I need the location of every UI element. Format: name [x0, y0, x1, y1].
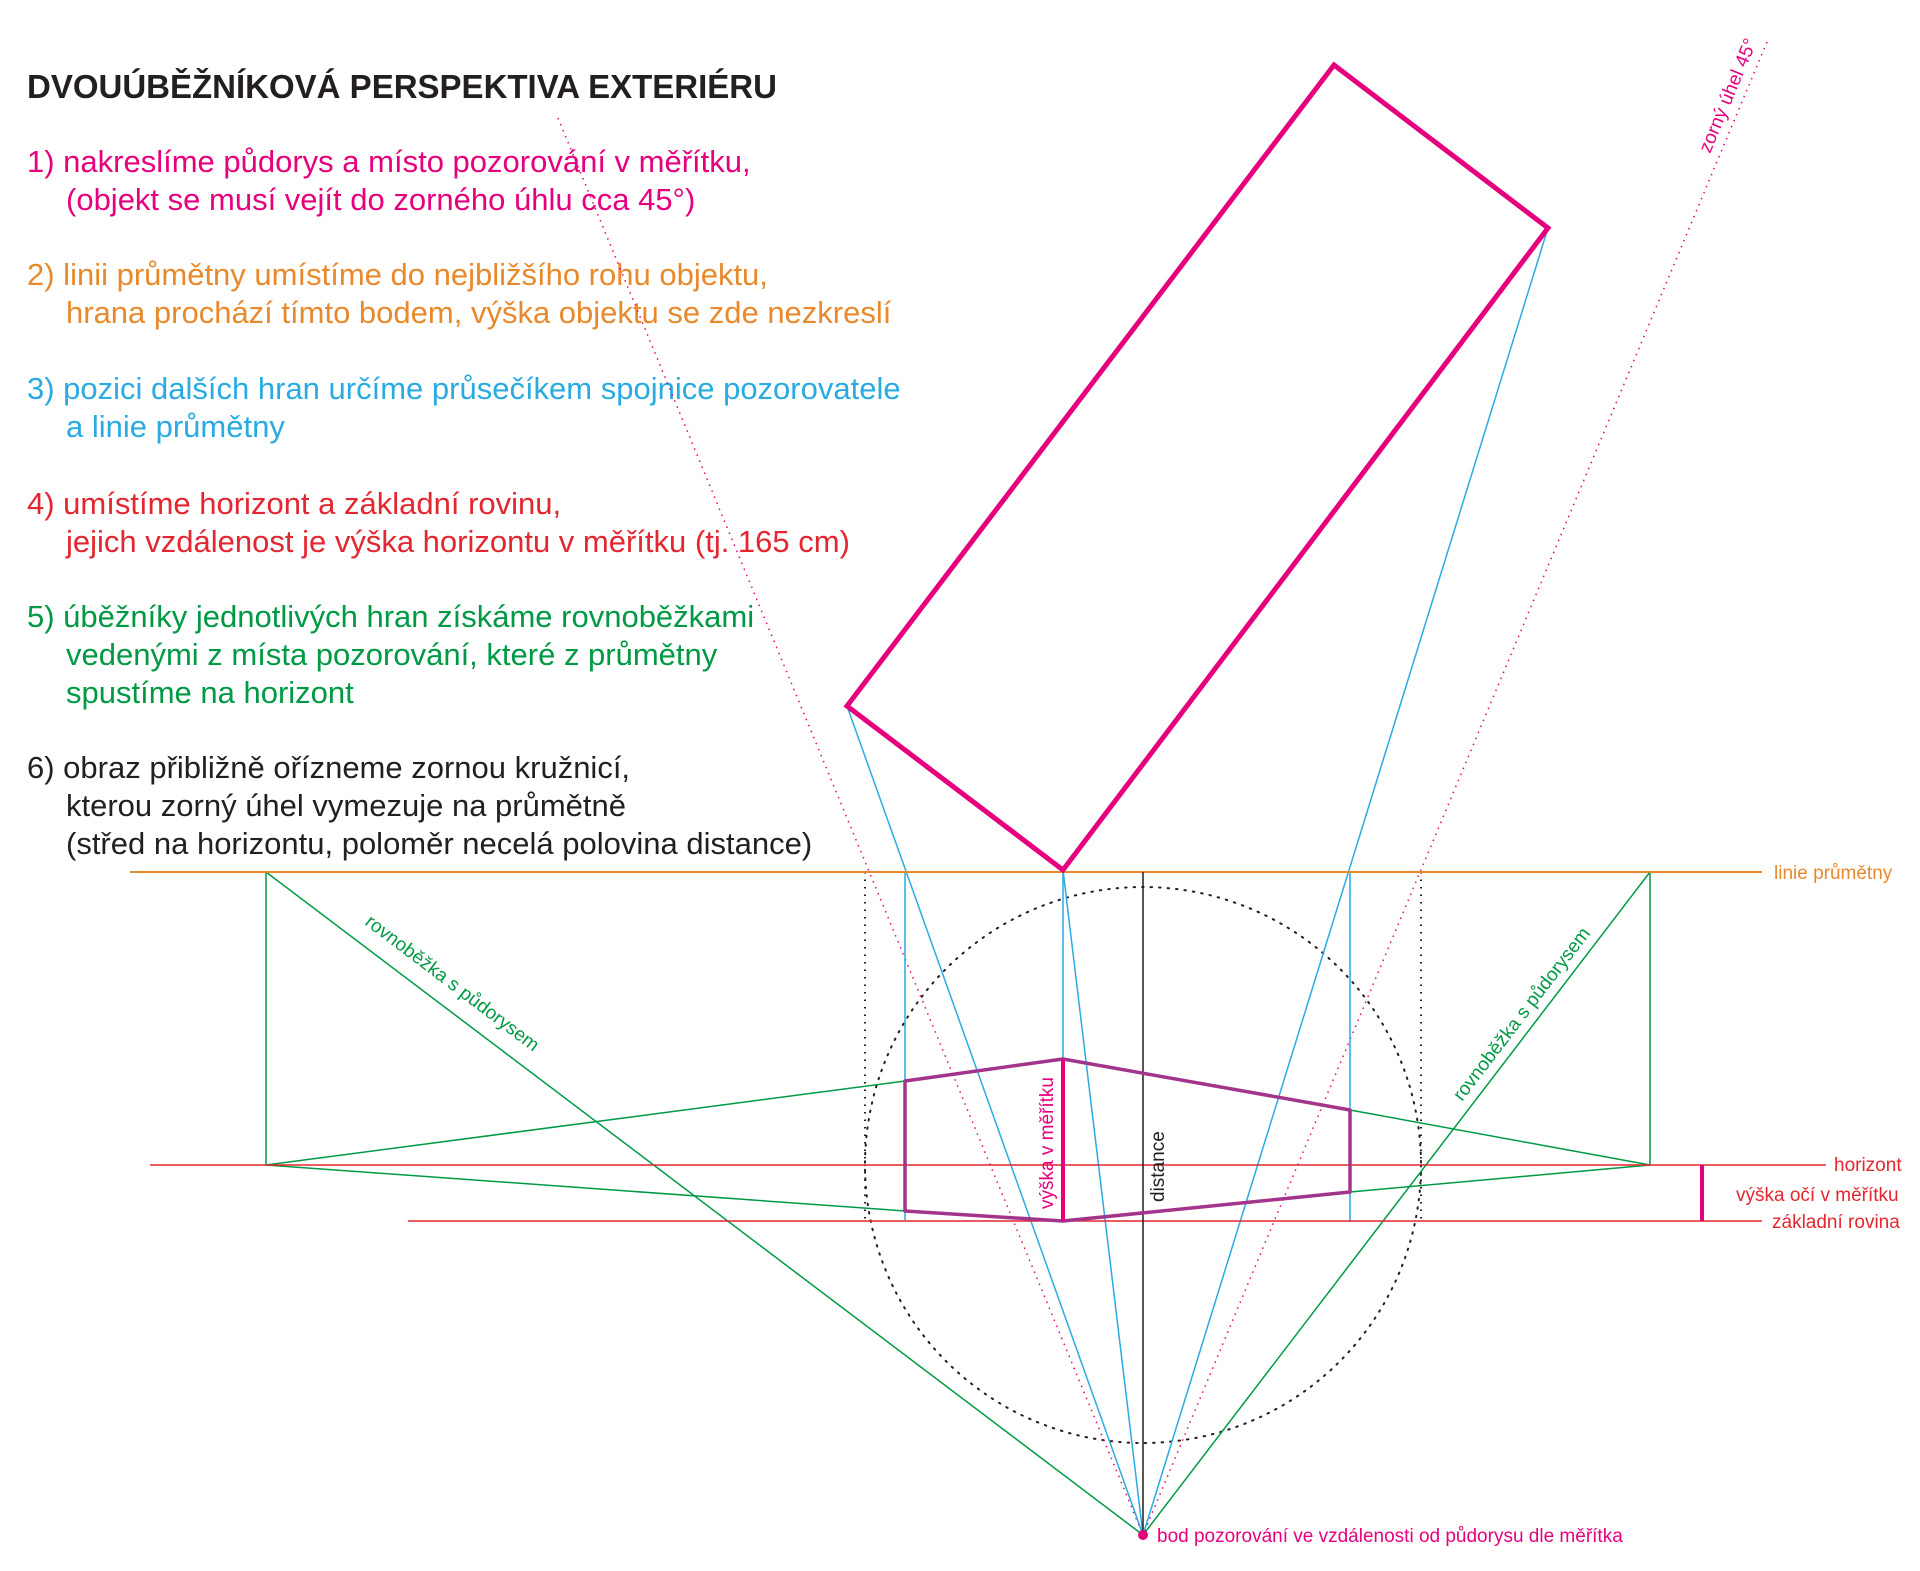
ray-near-corner	[1063, 870, 1143, 1535]
step-1	[27, 144, 751, 217]
label-distance: distance	[1148, 1131, 1169, 1202]
label-picture-plane: linie průmětny	[1774, 863, 1893, 884]
ray-left-corner	[847, 706, 1143, 1535]
projection-rays	[847, 228, 1548, 1535]
step-2-line-2: hrana prochází tímto bodem, výška objektu se zde nezkreslí	[66, 295, 892, 330]
label-ground-plane: základní rovina	[1772, 1212, 1900, 1233]
step-5-line-2: vedenými z místa pozorování, které z průmětny	[66, 637, 718, 672]
view-angle-right-line	[1143, 42, 1767, 1535]
ray-right-corner	[1143, 228, 1548, 1535]
step-6-line-1: 6) obraz přibližně ořízneme zornou kružnicí,	[27, 750, 631, 785]
step-1-line-1: 1) nakreslíme půdorys a místo pozorování v měřítku,	[27, 144, 751, 179]
step-3	[27, 371, 901, 444]
step-5-line-1: 5) úběžníky jednotlivých hran získáme rovnoběžkami	[27, 599, 755, 634]
vp-right-to-top	[1350, 1110, 1650, 1165]
step-4	[27, 486, 850, 559]
step-2-line-1: 2) linii průmětny umístíme do nejbližšího rohu objektu,	[27, 257, 768, 292]
step-6-line-3: (střed na horizontu, poloměr necelá polovina distance)	[66, 826, 813, 861]
vanishing-construction	[266, 872, 1650, 1535]
label-parallel-right: rovnoběžka s půdorysem	[1449, 923, 1595, 1106]
step-1-line-2: (objekt se musí vejít do zorného úhlu cca 45°)	[66, 182, 696, 217]
step-2	[27, 257, 892, 330]
step-4-line-2: jejich vzdálenost je výška horizontu v měřítku (tj. 165 cm)	[66, 524, 850, 559]
step-5	[27, 599, 754, 710]
floor-plan-rectangle	[847, 65, 1548, 870]
steps-list	[27, 144, 901, 861]
label-parallel-left: rovnoběžka s půdorysem	[360, 911, 543, 1057]
observer-point	[1138, 1530, 1148, 1540]
step-4-line-1: 4) umístíme horizont a základní rovinu,	[27, 486, 562, 521]
label-view-angle: zorný úhel 45°	[1695, 35, 1762, 156]
step-6-line-2: kterou zorný úhel vymezuje na průmětně	[66, 788, 627, 823]
step-3-line-1: 3) pozici dalších hran určíme průsečíkem spojnice pozorovatele	[27, 371, 901, 406]
step-3-line-2: a linie průmětny	[66, 409, 285, 444]
label-eye-height: výška očí v měřítku	[1736, 1185, 1899, 1206]
diagram-title: DVOUÚBĚŽNÍKOVÁ PERSPEKTIVA EXTERIÉRU	[27, 68, 777, 105]
step-6	[27, 750, 812, 861]
label-horizon: horizont	[1834, 1155, 1902, 1176]
parallel-left	[266, 872, 1143, 1535]
step-5-line-3: spustíme na horizont	[66, 675, 354, 710]
vp-left-to-bottom	[266, 1165, 905, 1211]
vp-left-to-top	[266, 1081, 905, 1165]
label-observer-point: bod pozorování ve vzdálenosti od půdorysu dle měřítka	[1157, 1526, 1623, 1547]
vp-right-to-bottom	[1350, 1165, 1650, 1192]
label-height-in-scale: výška v měřítku	[1037, 1077, 1058, 1209]
